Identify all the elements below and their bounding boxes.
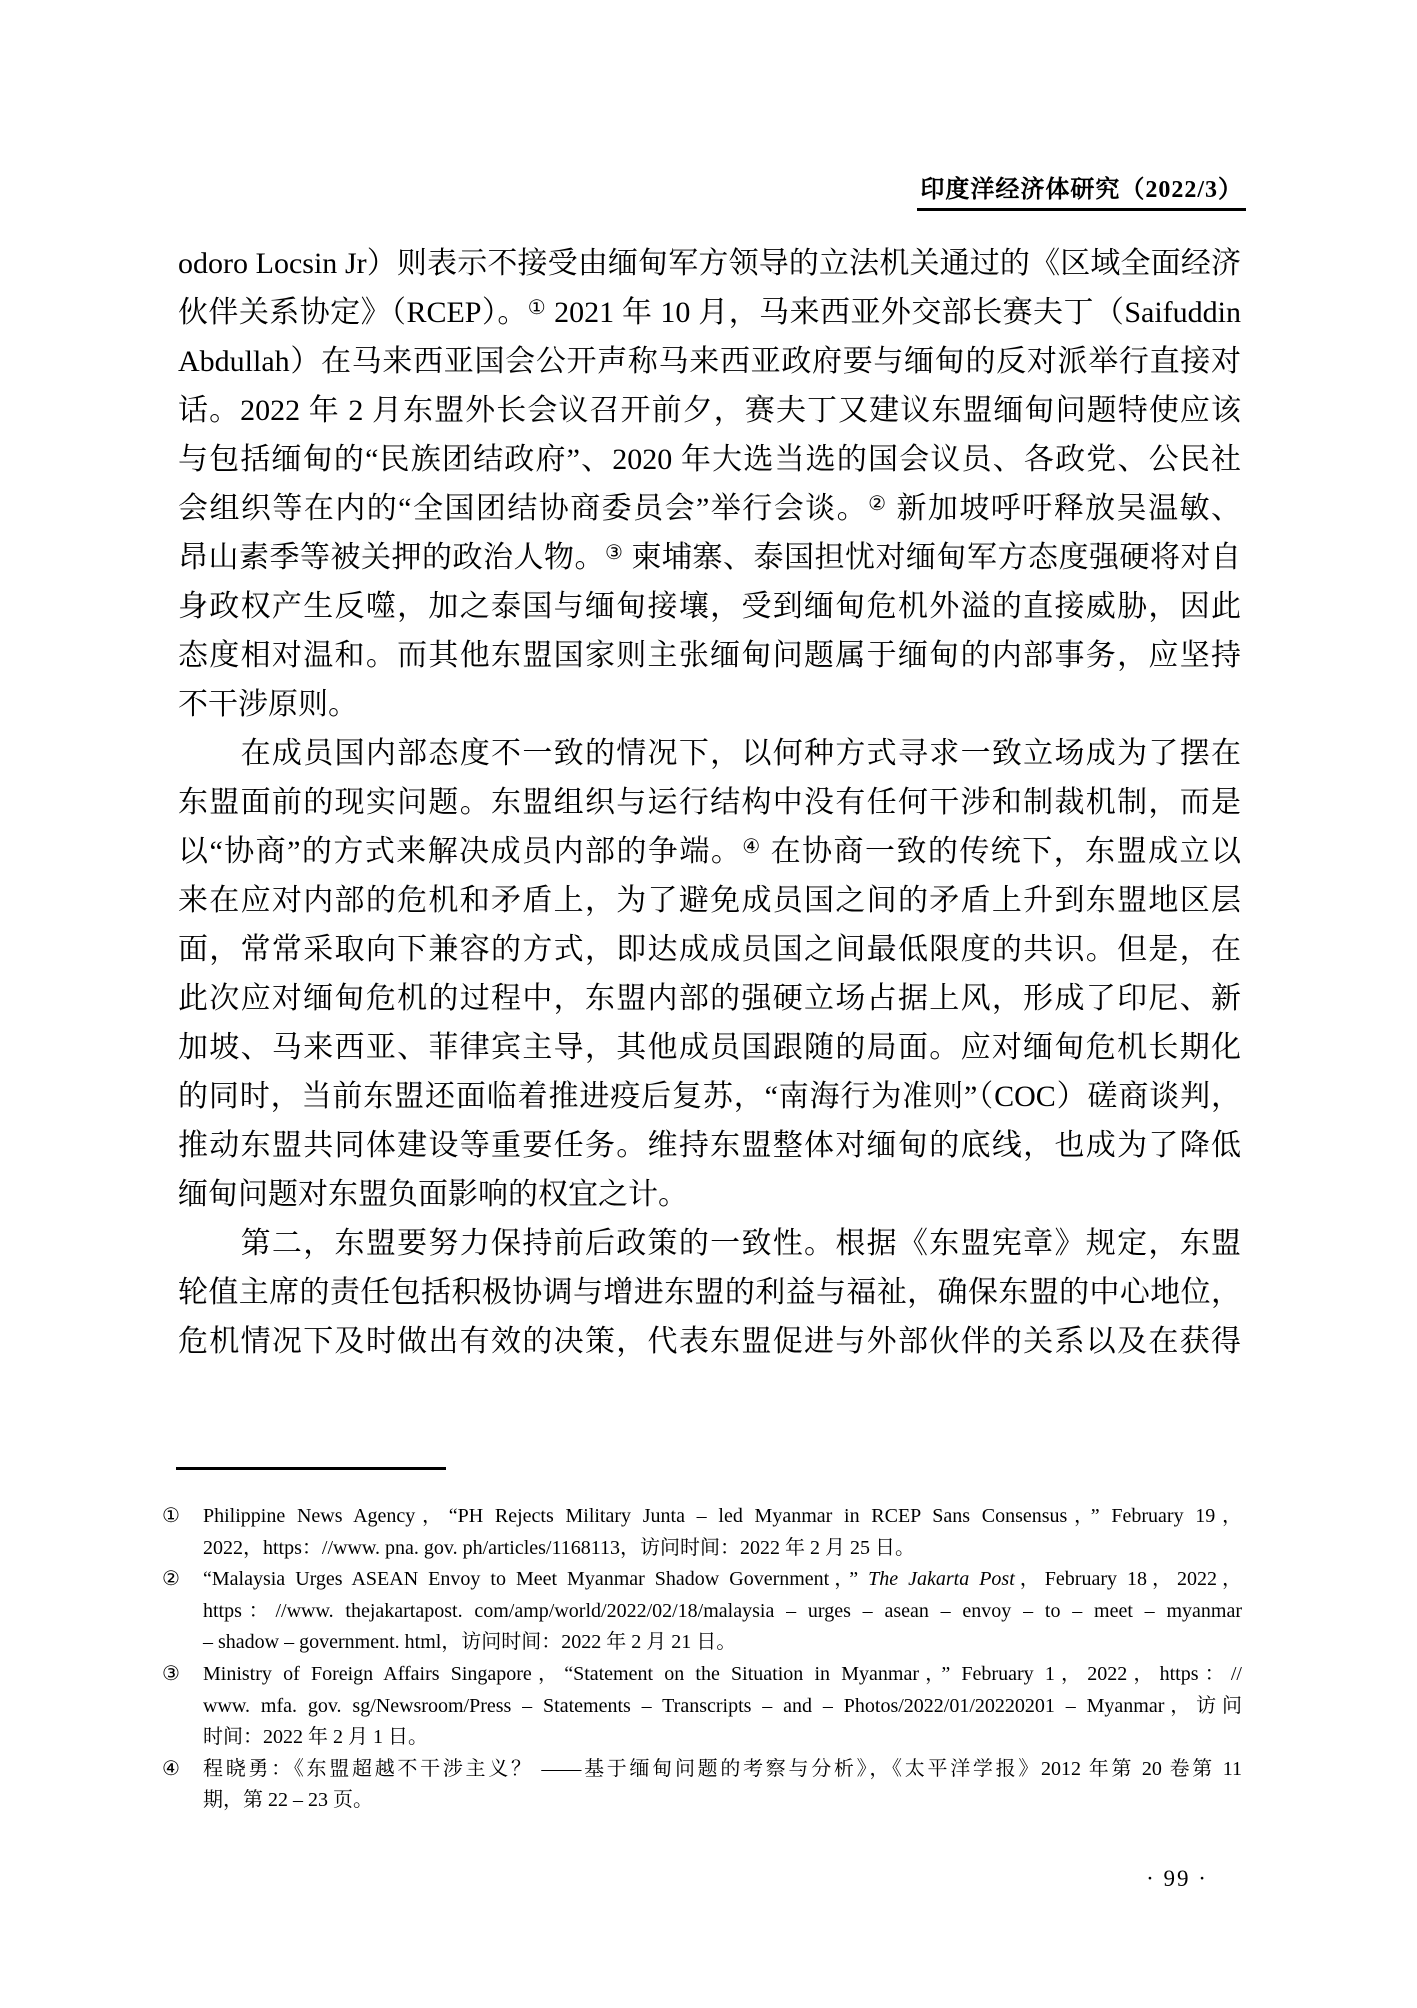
- body-line: 在成员国内部态度不一致的情况下，以何种方式寻求一致立场成为了摆在: [178, 737, 1241, 770]
- body-line: 面，常常采取向下兼容的方式，即达成成员国之间最低限度的共识。但是，在: [178, 933, 1241, 966]
- body-line: 以“协商”的方式来解决成员内部的争端。④ 在协商一致的传统下，东盟成立以: [178, 835, 1241, 868]
- footnote-line: https：//www. thejakartapost. com/amp/world/2022/02/18/malaysia – urges – asean – envoy – to – meet – myanmar: [203, 1599, 1242, 1622]
- footnote-line: 时间：2022 年 2 月 1 日。: [203, 1726, 428, 1749]
- body-line: odoro Locsin Jr）则表示不接受由缅甸军方领导的立法机关通过的《区域全面经济: [178, 247, 1241, 280]
- body-line: 的同时，当前东盟还面临着推进疫后复苏，“南海行为准则”（COC）磋商谈判，: [178, 1080, 1241, 1113]
- body-line: 危机情况下及时做出有效的决策，代表东盟促进与外部伙伴的关系以及在获得: [178, 1325, 1241, 1358]
- body-line: 轮值主席的责任包括积极协调与增进东盟的利益与福祉，确保东盟的中心地位，: [178, 1276, 1241, 1309]
- body-line: 会组织等在内的“全国团结协商委员会”举行会谈。② 新加坡呼吁释放吴温敏、: [178, 492, 1241, 525]
- body-line: 伙伴关系协定》（RCEP）。① 2021 年 10 月，马来西亚外交部长赛夫丁（Saifuddin: [178, 296, 1242, 329]
- footnote-text: [203, 1564, 1242, 1659]
- footnote-item: [162, 1501, 1242, 1564]
- body-line: 第二，东盟要努力保持前后政策的一致性。根据《东盟宪章》规定，东盟: [178, 1227, 1241, 1260]
- footnote-item: [162, 1564, 1242, 1659]
- footnote-item: [162, 1754, 1242, 1817]
- body-line: 东盟面前的现实问题。东盟组织与运行结构中没有任何干涉和制裁机制，而是: [178, 786, 1241, 819]
- footnote-separator: [176, 1467, 446, 1470]
- footnote-ref: ③: [605, 542, 624, 564]
- footnote-ref: ②: [868, 493, 888, 515]
- footnote-text: [203, 1501, 1242, 1564]
- footnote-line: – shadow – government. html，访问时间：2022 年 2 月 21 日。: [203, 1631, 737, 1654]
- body-line: 推动东盟共同体建设等重要任务。维持东盟整体对缅甸的底线，也成为了降低: [178, 1129, 1241, 1162]
- body-line: 昂山素季等被关押的政治人物。③ 柬埔寨、泰国担忧对缅甸军方态度强硬将对自: [178, 541, 1242, 574]
- body-line: 态度相对温和。而其他东盟国家则主张缅甸问题属于缅甸的内部事务，应坚持: [178, 639, 1241, 672]
- footnotes: [162, 1501, 1242, 1817]
- footnote-line: Philippine News Agency，“PH Rejects Military Junta – led Myanmar in RCEP Sans Consensus，” February 19，: [203, 1505, 1242, 1527]
- body-line: 缅甸问题对东盟负面影响的权宜之计。: [178, 1178, 688, 1211]
- footnote-item: [162, 1659, 1242, 1754]
- journal-header: 印度洋经济体研究（2022/3）: [917, 169, 1246, 211]
- body-line: 不干涉原则。: [178, 688, 358, 721]
- footnote-line: Ministry of Foreign Affairs Singapore，“Statement on the Situation in Myanmar，” February 1，2022，https：//: [203, 1662, 1242, 1685]
- page-number: · 99 ·: [1146, 1866, 1208, 1891]
- footnote-marker: ②: [162, 1568, 180, 1591]
- footnote-line: 期，第 22 – 23 页。: [203, 1789, 373, 1812]
- footnote-line: 程晓勇：《东盟超越不干涉主义？ ——基于缅甸问题的考察与分析》，《太平洋学报》2012 年第 20 卷第 11: [203, 1757, 1242, 1780]
- footnote-ref: ④: [742, 836, 762, 858]
- body-line: 此次应对缅甸危机的过程中，东盟内部的强硬立场占据上风，形成了印尼、新: [178, 982, 1241, 1015]
- footnote-marker: ①: [162, 1505, 180, 1527]
- footnote-marker: ④: [162, 1757, 180, 1780]
- body-line: 话。2022 年 2 月东盟外长会议召开前夕，赛夫丁又建议东盟缅甸问题特使应该: [178, 394, 1241, 427]
- footnote-line: www. mfa. gov. sg/Newsroom/Press – Statements – Transcripts – and – Photos/2022/01/20220201 – Myanmar，访问: [203, 1694, 1242, 1717]
- body-line: 来在应对内部的危机和矛盾上，为了避免成员国之间的矛盾上升到东盟地区层: [178, 884, 1241, 917]
- body-line: 加坡、马来西亚、菲律宾主导，其他成员国跟随的局面。应对缅甸危机长期化: [178, 1031, 1241, 1064]
- body-line: 与包括缅甸的“民族团结政府”、2020 年大选当选的国会议员、各政党、公民社: [178, 443, 1241, 476]
- footnote-ref: ①: [527, 297, 547, 319]
- article-body: [178, 239, 1241, 1366]
- footnote-text: [203, 1659, 1242, 1754]
- footnote-text: [203, 1754, 1242, 1817]
- body-line: 身政权产生反噬，加之泰国与缅甸接壤，受到缅甸危机外溢的直接威胁，因此: [178, 590, 1241, 623]
- footnote-line: “Malaysia Urges ASEAN Envoy to Meet Myanmar Shadow Government，” The Jakarta Post，February 18，2022，: [203, 1568, 1242, 1591]
- footnote-marker: ③: [162, 1662, 180, 1685]
- footnote-line: 2022，https：//www. pna. gov. ph/articles/1168113，访问时间：2022 年 2 月 25 日。: [203, 1536, 915, 1559]
- body-line: Abdullah）在马来西亚国会公开声称马来西亚政府要与缅甸的反对派举行直接对: [178, 345, 1241, 378]
